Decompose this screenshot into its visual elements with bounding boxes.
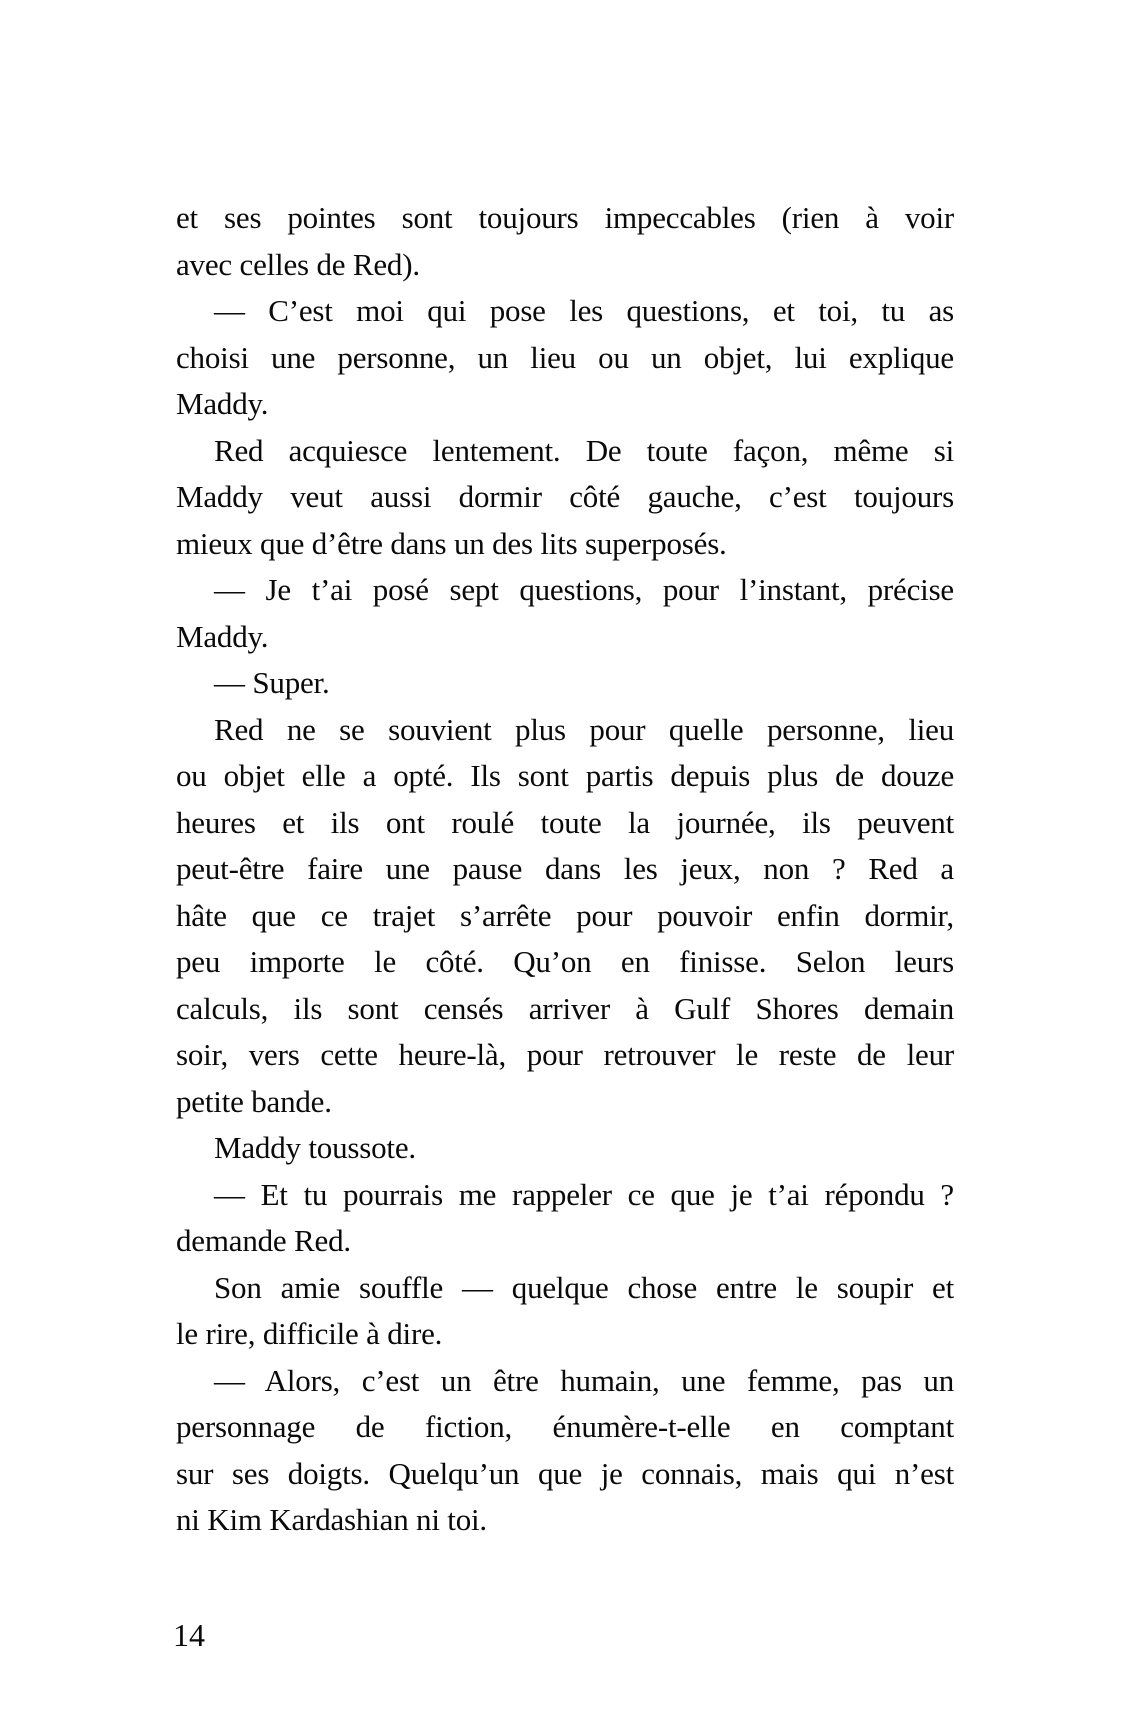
text-line: choisi une personne, un lieu ou un objet, lui explique xyxy=(176,339,954,375)
paragraph xyxy=(176,428,954,568)
paragraph xyxy=(176,1265,954,1358)
text-line: personnage de fiction, énumère-t-elle en comptant xyxy=(176,1409,954,1444)
text-line: hâte que ce trajet s’arrête pour pouvoir enfin dormir, xyxy=(176,897,954,933)
body-text xyxy=(176,195,954,1544)
text-line: peut-être faire une pause dans les jeux, non ? Red a xyxy=(176,851,954,886)
text-line: le rire, difficile à dire. xyxy=(176,1316,443,1351)
paragraph xyxy=(176,1358,954,1544)
paragraph xyxy=(176,1125,954,1172)
page-number: 14 xyxy=(173,1617,205,1653)
text-line: Maddy veut aussi dormir côté gauche, c’est toujours xyxy=(176,479,954,514)
text-line: — Je t’ai posé sept questions, pour l’instant, précise xyxy=(214,572,954,607)
text-line: heures et ils ont roulé toute la journée, ils peuvent xyxy=(176,804,954,840)
text-line: Son amie souffle — quelque chose entre le soupir et xyxy=(214,1269,954,1305)
text-line: sur ses doigts. Quelqu’un que je connais, mais qui n’est xyxy=(176,1455,954,1491)
text-line: — Super. xyxy=(214,665,330,700)
text-line: demande Red. xyxy=(176,1223,351,1258)
text-line: — C’est moi qui pose les questions, et toi, tu as xyxy=(214,293,954,328)
text-line: mieux que d’être dans un des lits superposés. xyxy=(176,525,727,561)
text-line: calculs, ils sont censés arriver à Gulf Shores demain xyxy=(176,990,954,1026)
text-line: Red acquiesce lentement. De toute façon, même si xyxy=(214,432,954,468)
text-line: soir, vers cette heure-là, pour retrouver le reste de leur xyxy=(176,1037,954,1072)
text-line: ou objet elle a opté. Ils sont partis depuis plus de douze xyxy=(176,758,954,793)
text-line: petite bande. xyxy=(176,1083,332,1119)
text-line: ni Kim Kardashian ni toi. xyxy=(176,1502,487,1537)
text-line: Red ne se souvient plus pour quelle personne, lieu xyxy=(214,711,954,747)
paragraph xyxy=(176,707,954,1126)
text-line: avec celles de Red). xyxy=(176,246,420,282)
paragraph xyxy=(176,660,954,707)
text-line: Maddy toussote. xyxy=(214,1130,416,1165)
text-line: — Et tu pourrais me rappeler ce que je t’ai répondu ? xyxy=(214,1176,954,1212)
text-line: peu importe le côté. Qu’on en finisse. Selon leurs xyxy=(176,944,954,979)
text-line: Maddy. xyxy=(176,618,269,654)
paragraph xyxy=(176,195,954,288)
text-line: — Alors, c’est un être humain, une femme, pas un xyxy=(214,1362,954,1398)
text-line: Maddy. xyxy=(176,386,269,421)
paragraph xyxy=(176,567,954,660)
paragraph xyxy=(176,1172,954,1265)
text-line: et ses pointes sont toujours impeccables (rien à voir xyxy=(176,200,954,235)
paragraph xyxy=(176,288,954,428)
